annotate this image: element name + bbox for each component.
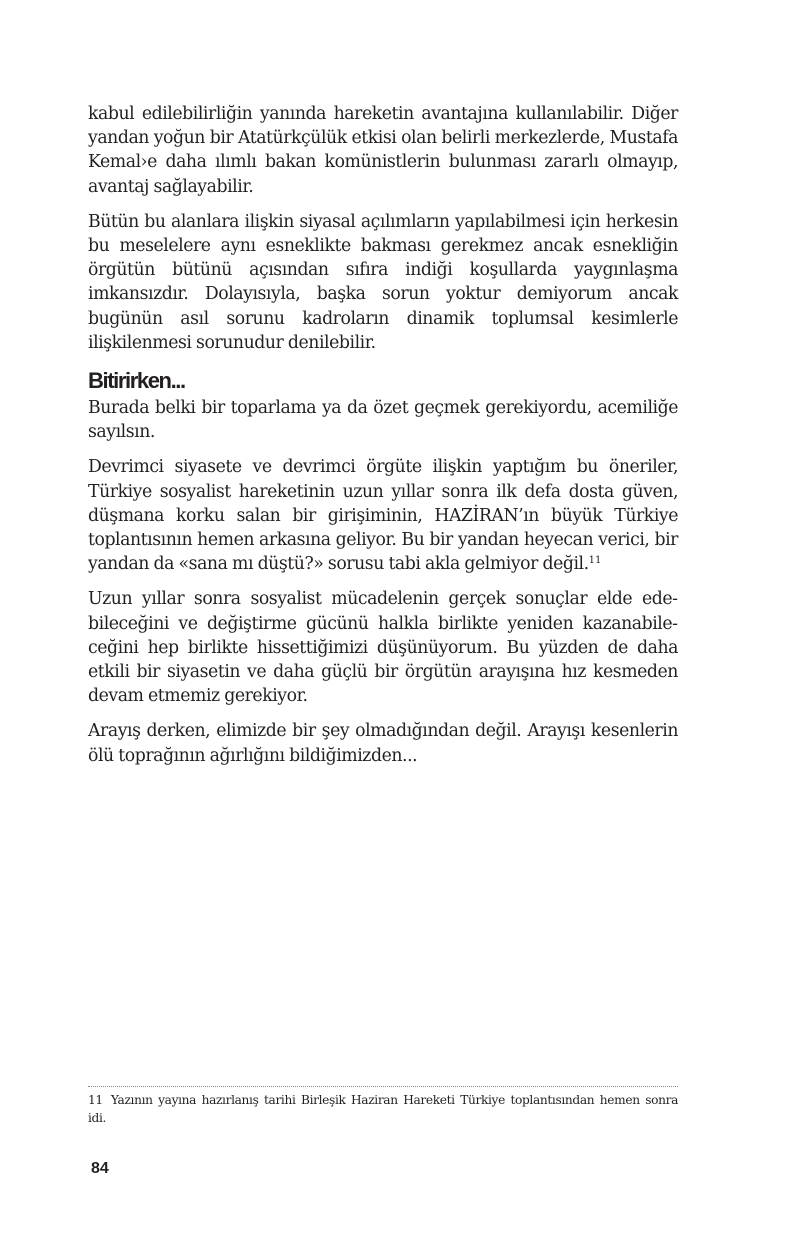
footnote-number: 11	[88, 1093, 103, 1107]
paragraph: Arayış derken, elimizde bir şey olmadığından değil. Arayışı kesenlerin ölü toprağının ağırlığını bildiğimizden...	[88, 721, 678, 766]
footnote	[88, 1091, 678, 1127]
page-body	[88, 102, 678, 779]
paragraph-text: Devrimci siyasete ve devrimci örgüte ilişkin yaptığım bu öneriler, Türkiye sosyalist hareketinin uzun yıllar sonra ilk defa dosta güven, düşmana korku salan bir girişiminin, HAZİRAN’ın büyük Türkiye toplantısının hemen arkasına geliyor. Bu bir yandan heyecan verici, bir yandan da «sana mı düştü?» sorusu tabi akla gelmiyor değil.	[88, 457, 678, 575]
paragraph-with-footnote	[88, 455, 678, 576]
footnote-text: Yazının yayına hazırlanış tarihi Birleşik Haziran Hareketi Türkiye toplantısından hemen sonra idi.	[88, 1093, 678, 1125]
page-number: 84	[91, 1160, 109, 1177]
footnote-reference[interactable]: 11	[588, 555, 602, 567]
section-heading: Bitirirken...	[88, 368, 185, 394]
paragraph: Burada belki bir toparlama ya da özet geçmek gerekiyordu, acemiliğe sayılsın.	[88, 398, 678, 443]
footnote-divider	[88, 1086, 678, 1087]
paragraph: Bütün bu alanlara ilişkin siyasal açılımların yapılabilmesi için herkesin bu meselelere aynı esneklikte bakması gerekmez ancak esnekliğin örgütün bütünü açısından sıfıra indiği koşullarda yaygınlaşma imkansızdır. Dolayısıyla, başka sorun yoktur demiyorum ancak bugünün asıl sorunu kadroların dinamik toplumsal kesimlerle ilişkilenmesi sorunudur denilebilir.	[88, 211, 678, 353]
paragraph: Uzun yıllar sonra sosyalist mücadelenin gerçek sonuçlar elde edebileceğini ve değiştirme gücünü halkla birlikte yeniden kazanabileceğini hep birlikte hissettiğimizi düşünüyorum. Bu yüzden de daha etkili bir siyasetin ve daha güçlü bir örgütün arayışına hız kesmeden devam etmemiz gerekiyor.	[88, 589, 678, 707]
paragraph: kabul edilebilirliğin yanında hareketin avantajına kullanılabilir. Diğer yandan yoğun bir Atatürkçülük etkisi olan belirli merkezlerde, Mustafa Kemal›e daha ılımlı bakan komünistlerin bulunması zararlı olmayıp, avantaj sağlayabilir.	[88, 104, 678, 197]
